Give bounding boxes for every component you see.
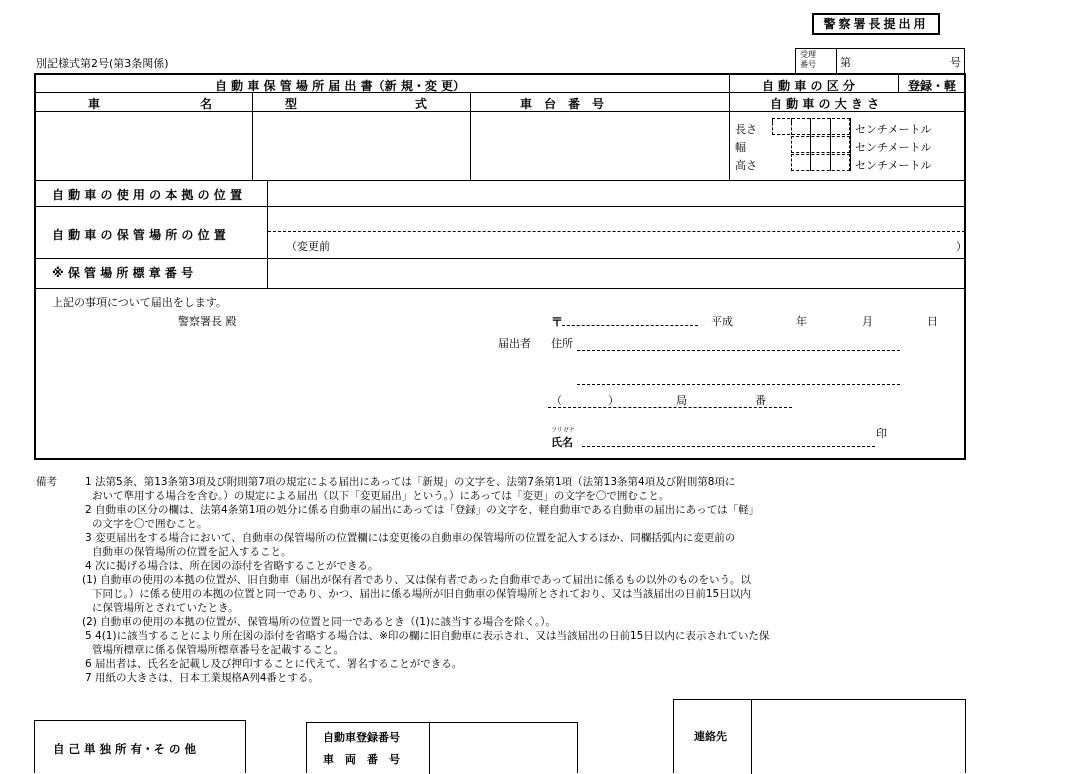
address-label: 住所 xyxy=(551,337,573,350)
day-label: 日 xyxy=(927,315,938,328)
col-car-name-1: 車 xyxy=(88,97,101,111)
note-line: 7 用紙の大きさは、日本工業規格A列4番とする。 xyxy=(85,672,319,684)
col-model-1: 型 xyxy=(285,97,298,111)
width-digit-boxes[interactable] xyxy=(791,136,850,153)
registration-number-label: 自動車登録番号 xyxy=(323,731,400,744)
note-line: の文字を〇で囲むこと。 xyxy=(92,518,208,530)
size-width-label: 幅 xyxy=(735,141,746,154)
note-line: 下同じ。）に係る使用の本拠の位置と同一であり、かつ、届出に係る場所が旧自動車の保管場所とされており、又は当該届出の日前15日以内 xyxy=(92,588,751,600)
width-unit: センチメートル xyxy=(855,141,932,154)
receipt-label-2: 番号 xyxy=(800,60,816,69)
before-change-open: （変更前 xyxy=(286,240,330,253)
address-line-2[interactable] xyxy=(577,384,900,385)
phone-line[interactable] xyxy=(548,407,792,408)
receipt-suffix: 号 xyxy=(950,56,961,69)
base-location-field[interactable] xyxy=(268,181,965,206)
receipt-number-box xyxy=(795,48,965,73)
col-model-2: 式 xyxy=(415,97,428,111)
form-title-new[interactable]: 新 xyxy=(384,79,397,93)
note-line: 2 自動車の区分の欄は、法第4条第1項の処分に係る自動車の届出にあっては「登録」の文字を、軽自動車である自動車の届出にあっては「軽」 xyxy=(85,504,760,516)
form-title-sep: 規・ xyxy=(400,79,425,93)
submit-badge xyxy=(812,13,940,35)
form-title-main: 自 動 車 保 管 場 所 届 出 書（ xyxy=(215,79,385,93)
postal-mark: 〒 xyxy=(551,315,564,329)
note-line: (1) 自動車の使用の本拠の位置が、旧自動車（届出が保有者であり、又は保有者であった自動車であって届出に係るもの以外のものをいう。以 xyxy=(82,574,751,586)
storage-location-field[interactable] xyxy=(268,207,965,231)
height-digit-boxes[interactable] xyxy=(791,154,850,171)
note-line: (2) 自動車の使用の本拠の位置が、保管場所の位置と同一であるとき（(1)に該当する場合を除く。）。 xyxy=(82,616,556,628)
length-digit-boxes[interactable] xyxy=(772,118,850,135)
note-line: 自動車の保管場所の位置を記入すること。 xyxy=(92,546,292,558)
phone-number-label: 番 xyxy=(755,394,766,407)
car-name-field[interactable] xyxy=(36,112,251,179)
notes-heading: 備考 xyxy=(36,476,57,488)
note-line: 6 届出者は、氏名を記載し及び押印することに代えて、署名することができる。 xyxy=(85,658,463,670)
year-label: 年 xyxy=(796,315,807,328)
form-number: 別記様式第2号(第3条関係) xyxy=(36,57,169,70)
submit-badge-label: 警察署長提出用 xyxy=(823,17,929,31)
category-label: 自 動 車 の 区 分 xyxy=(762,79,855,93)
note-line: 管場所標章に係る保管場所標章番号を記載すること。 xyxy=(92,644,344,656)
contact-box xyxy=(673,699,966,773)
seal-mark: 印 xyxy=(876,427,887,440)
furigana-label: フリガナ xyxy=(551,427,575,434)
note-line: おいて準用する場合を含む。）の規定による届出（以下「変更届出」という。）にあっては「変更」の文字を〇で囲むこと。 xyxy=(92,490,670,502)
address-line-1[interactable] xyxy=(577,350,900,351)
month-label: 月 xyxy=(862,315,873,328)
vehicle-number-label: 車 両 番 号 xyxy=(323,753,400,766)
before-change-field[interactable] xyxy=(340,233,950,255)
contact-label: 連絡先 xyxy=(694,730,727,743)
note-line: 1 法第5条、第13条第3項及び附則第7項の規定による届出にあっては「新規」の文字を、法第7条第1項（法第13条第4項及び附則第8項に xyxy=(85,476,736,488)
contact-field[interactable] xyxy=(752,700,965,774)
height-unit: センチメートル xyxy=(855,159,932,172)
era-label: 平成 xyxy=(711,315,733,328)
receipt-prefix: 第 xyxy=(840,56,851,69)
before-change-close: ） xyxy=(956,240,967,253)
declaration-text: 上記の事項について届出をします。 xyxy=(52,296,227,309)
note-line: 4 次に掲げる場合は、所在図の添付を省略することができる。 xyxy=(85,560,379,572)
receipt-label-1: 受理 xyxy=(800,50,816,59)
form-title-close: ） xyxy=(453,79,466,93)
name-line[interactable] xyxy=(582,446,875,447)
form-title-change[interactable]: 変 更 xyxy=(424,79,454,93)
phone-open: （ xyxy=(551,394,562,407)
phone-exchange-label: 局 xyxy=(676,394,687,407)
note-line: 5 4(1)に該当することにより所在図の添付を省略する場合は、※印の欄に旧自動車に表示され、又は当該届出の日前15日以内に表示されていた保 xyxy=(85,630,770,642)
ownership-box[interactable] xyxy=(34,720,246,773)
row-base-location-label: 自 動 車 の 使 用 の 本 拠 の 位 置 xyxy=(52,188,242,202)
applicant-label: 届出者 xyxy=(498,337,531,350)
sticker-number-field[interactable] xyxy=(268,259,965,287)
phone-close: ） xyxy=(608,394,619,407)
col-car-name-2: 名 xyxy=(200,97,213,111)
category-options[interactable]: 登録・軽 xyxy=(908,79,957,93)
row-storage-location-label: 自 動 車 の 保 管 場 所 の 位 置 xyxy=(52,228,226,242)
chassis-number-field[interactable] xyxy=(471,112,728,179)
name-label: 氏名 xyxy=(551,436,573,449)
postal-code-line[interactable] xyxy=(562,325,698,326)
size-height-label: 高さ xyxy=(735,159,757,172)
addressee: 警察署長 殿 xyxy=(178,315,237,328)
size-length-label: 長さ xyxy=(735,123,757,136)
registration-box xyxy=(306,722,578,773)
col-chassis: 車 台 番 号 xyxy=(520,97,605,111)
registration-number-field[interactable] xyxy=(430,723,577,774)
length-unit: センチメートル xyxy=(855,123,932,136)
note-line: 3 変更届出をする場合において、自動車の保管場所の位置欄には変更後の自動車の保管場所の位置を記入するほか、同欄括弧内に変更前の xyxy=(85,532,736,544)
note-line: に保管場所とされていたとき。 xyxy=(92,602,239,614)
model-field[interactable] xyxy=(253,112,469,179)
ownership-label: 自 己 単 独 所 有・そ の 他 xyxy=(53,742,197,756)
row-sticker-number-label: ※ 保 管 場 所 標 章 番 号 xyxy=(52,266,194,280)
col-size: 自 動 車 の 大 き さ xyxy=(770,97,880,111)
